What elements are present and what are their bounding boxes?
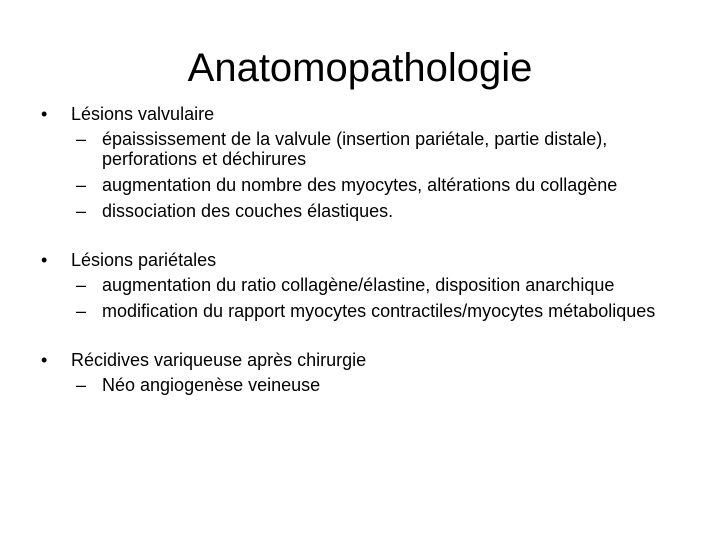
slide-content [36,103,706,395]
sub-item [71,375,706,395]
sub-item-text: dissociation des couches élastiques. [102,201,394,221]
sub-list [71,129,706,221]
bullet-icon: • [41,350,48,370]
bullet-label: Lésions pariétales [71,250,217,270]
dash-icon: – [75,375,86,395]
bullet-label: Lésions valvulaire [71,104,215,124]
sub-item [71,175,706,195]
slide-title: Anatomopathologie [187,46,533,90]
sub-item [71,301,706,321]
sub-list [71,375,706,395]
dash-icon: – [75,275,86,295]
sub-item-text: augmentation du nombre des myocytes, altérations du collagène [102,175,618,195]
sub-item-text: modification du rapport myocytes contractiles/myocytes métaboliques [102,301,656,321]
sub-item [71,201,706,221]
dash-icon: – [75,201,86,221]
sub-item [71,129,706,169]
dash-icon: – [75,175,86,195]
bullet-icon: • [41,250,48,270]
bullet-label: Récidives variqueuse après chirurgie [71,350,367,370]
sub-item [71,275,706,295]
bullet-list [36,103,706,395]
sub-item-text: Néo angiogenèse veineuse [102,375,321,395]
sub-item-text: épaississement de la valvule (insertion pariétale, partie distale), perforations et déchirures [102,129,608,169]
sub-list [71,275,706,321]
sub-item-text: augmentation du ratio collagène/élastine, disposition anarchique [102,275,615,295]
bullet-item-recidives [36,349,706,395]
dash-icon: – [75,129,86,149]
bullet-item-lesions-parietales [36,249,706,321]
bullet-icon: • [41,104,48,124]
dash-icon: – [75,301,86,321]
bullet-item-lesions-valvulaire [36,103,706,221]
